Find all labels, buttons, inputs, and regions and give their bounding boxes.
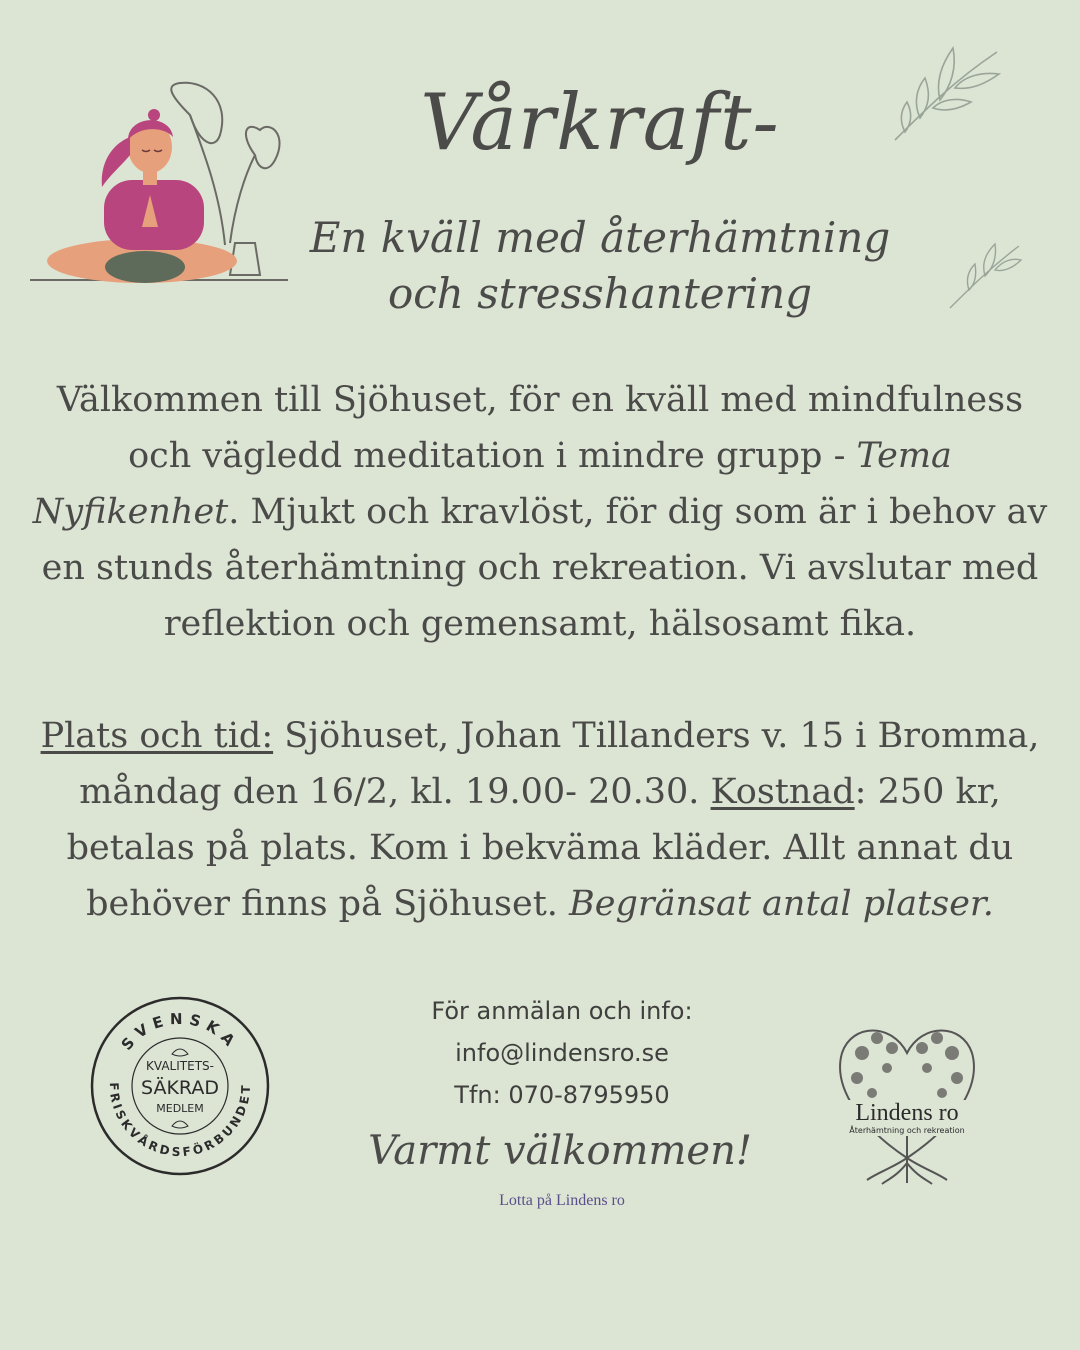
details-paragraph	[30, 708, 1050, 932]
place-text: Sjöhuset, Johan Tillanders v. 15 i Bromma, måndag den 16/2, kl. 19.00- 20.30.	[79, 716, 1040, 812]
leaf-sprig-icon	[945, 238, 1025, 313]
page-subtitle	[260, 210, 940, 322]
intro-theme: Tema Nyfikenhet	[32, 436, 952, 532]
svg-text:SVENSKA: SVENSKA	[117, 1009, 243, 1054]
subtitle-line-2: och stresshantering	[388, 269, 812, 318]
page-title: Vårkraft-	[420, 78, 780, 168]
quality-badge	[88, 994, 272, 1178]
contact-block	[362, 990, 762, 1116]
contact-phone[interactable]: Tfn: 070-8795950	[454, 1081, 670, 1109]
badge-line-2: SÄKRAD	[141, 1077, 219, 1099]
badge-line-1: KVALITETS-	[146, 1059, 214, 1073]
place-label: Plats och tid:	[40, 716, 274, 756]
lindens-ro-logo	[822, 1008, 992, 1186]
welcome-text: Varmt välkommen!	[368, 1128, 752, 1174]
cost-label: Kostnad	[710, 772, 855, 812]
limited-seats: Begränsat antal platser.	[569, 884, 994, 924]
signature: Lotta på Lindens ro	[499, 1192, 625, 1209]
meditation-illustration	[30, 75, 295, 315]
intro-paragraph	[30, 372, 1050, 652]
logo-tagline: Återhämtning och rekreation	[849, 1126, 965, 1135]
svg-text:FRISKVÅRDSFÖRBUNDET: FRISKVÅRDSFÖRBUNDET	[106, 1082, 254, 1160]
leaf-branch-icon	[885, 40, 1005, 150]
subtitle-line-1: En kväll med återhämtning	[309, 213, 891, 262]
contact-email[interactable]: info@lindensro.se	[455, 1039, 669, 1067]
logo-name: Lindens ro	[855, 1100, 959, 1126]
badge-line-3: MEDLEM	[156, 1102, 204, 1115]
intro-text-1: Välkommen till Sjöhuset, för en kväll med mindfulness och vägledd meditation i mindre grupp -	[56, 380, 1024, 476]
contact-heading: För anmälan och info:	[431, 997, 693, 1025]
cost-text: : 250 kr, betalas på plats. Kom i bekväma kläder. Allt annat du behöver finns på Sjöhuset.	[66, 772, 1014, 924]
intro-text-2: . Mjukt och kravlöst, för dig som är i behov av en stunds återhämtning och rekreation. Vi avslutar med reflektion och gemensamt, hälsosamt fika.	[41, 492, 1048, 644]
